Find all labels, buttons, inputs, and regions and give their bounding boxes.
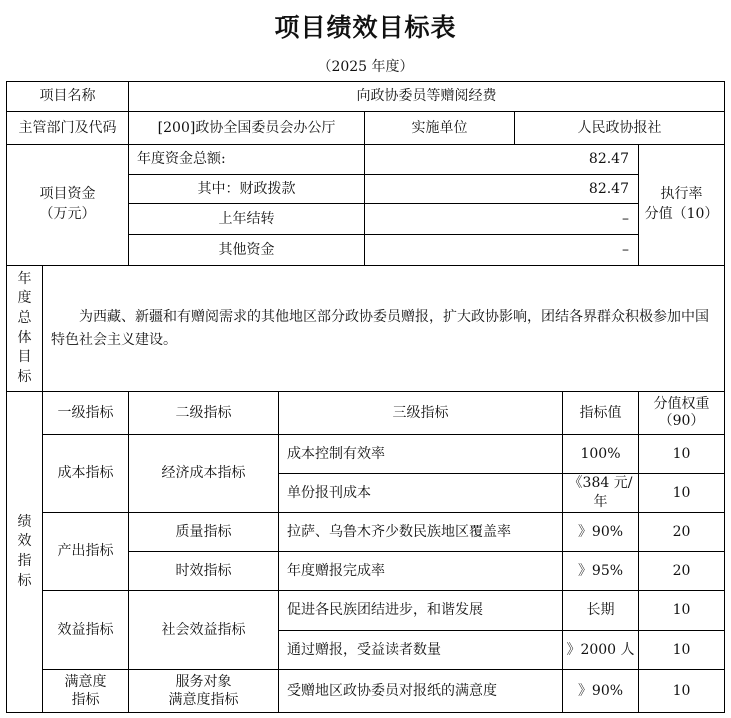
level2-service-line2: 满意度指标 (168, 692, 239, 708)
indicator-weight: 20 (638, 551, 725, 591)
level3-indicator: 成本控制有效率 (278, 434, 563, 474)
indicator-value: 》90% (562, 669, 639, 713)
indicators-label-char: 绩 (17, 513, 32, 530)
performance-indicators-label (6, 391, 43, 713)
header-level3: 三级指标 (278, 391, 563, 435)
indicator-value: 》95% (562, 551, 639, 591)
implementing-unit-label: 实施单位 (364, 111, 515, 145)
annual-total-value: 82.47 (364, 144, 639, 175)
project-name-label: 项目名称 (6, 81, 129, 112)
level1-satisfaction-line1: 满意度 (64, 673, 107, 690)
goal-label-char: 年 (17, 270, 32, 287)
execution-rate-score (638, 144, 725, 266)
indicator-weight: 10 (638, 630, 725, 670)
header-indicator-value: 指标值 (562, 391, 639, 435)
header-weight-line2: （90） (658, 413, 705, 429)
indicator-value: 》2000 人 (562, 630, 639, 670)
performance-table (6, 81, 725, 713)
indicators-label-char: 效 (17, 533, 32, 550)
level1-output: 产出指标 (42, 512, 129, 591)
level1-cost: 成本指标 (42, 434, 129, 513)
level3-indicator: 促进各民族团结进步，和谐发展 (278, 590, 563, 631)
execution-rate-line2: 分值（10） (644, 206, 719, 222)
annual-goal-text: 为西藏、新疆和有赠阅需求的其他地区部分政协委员赠报，扩大政协影响，团结各界群众积极参加中国特色社会主义建设。 (42, 265, 725, 392)
annual-goal-label (6, 265, 43, 392)
level3-indicator: 单份报刊成本 (278, 473, 563, 513)
indicator-value: 《384 元/年 (562, 473, 639, 513)
indicators-label-char: 指 (17, 553, 32, 569)
goal-label-char: 标 (17, 368, 32, 385)
carryover-label: 上年结转 (128, 203, 365, 235)
level1-satisfaction (42, 669, 129, 713)
level3-indicator: 年度赠报完成率 (278, 551, 563, 591)
indicator-weight: 10 (638, 669, 725, 713)
indicators-label-char: 标 (17, 572, 32, 589)
fiscal-appropriation-label: 其中：财政拨款 (128, 174, 365, 204)
project-funds-label-line2: （万元） (39, 206, 96, 222)
header-weight (638, 391, 725, 435)
header-weight-line1: 分值权重 (653, 395, 710, 412)
level2-service-satisfaction (128, 669, 279, 713)
fiscal-appropriation-value: 82.47 (364, 174, 639, 204)
indicator-weight: 10 (638, 473, 725, 513)
department-value: [200]政协全国委员会办公厅 (128, 111, 365, 145)
fiscal-year: （2025 年度） (317, 59, 414, 75)
indicator-value: 长期 (562, 590, 639, 631)
project-funds-label (6, 144, 129, 266)
header-level1: 一级指标 (42, 391, 129, 435)
level2-timeliness: 时效指标 (128, 551, 279, 591)
execution-rate-line1: 执行率 (660, 186, 703, 203)
page-title: 项目绩效目标表 (274, 13, 457, 42)
goal-label-char: 度 (17, 290, 32, 307)
implementing-unit-value: 人民政协报社 (514, 111, 725, 145)
goal-label-char: 目 (17, 349, 32, 366)
other-funds-label: 其他资金 (128, 234, 365, 266)
indicator-value: 100% (562, 434, 639, 474)
level3-indicator: 拉萨、乌鲁木齐少数民族地区覆盖率 (278, 512, 563, 552)
department-label: 主管部门及代码 (6, 111, 129, 145)
indicator-weight: 10 (638, 434, 725, 474)
header-level2: 二级指标 (128, 391, 279, 435)
level2-service-line1: 服务对象 (175, 673, 232, 690)
carryover-value: – (364, 203, 639, 235)
indicator-value: 》90% (562, 512, 639, 552)
indicator-weight: 20 (638, 512, 725, 552)
other-funds-value: – (364, 234, 639, 266)
level2-social-benefit: 社会效益指标 (128, 590, 279, 670)
level3-indicator: 受赠地区政协委员对报纸的满意度 (278, 669, 563, 713)
level1-satisfaction-line2: 指标 (71, 692, 100, 708)
annual-total-label: 年度资金总额: (128, 144, 365, 175)
level2-quality: 质量指标 (128, 512, 279, 552)
level2-economic-cost: 经济成本指标 (128, 434, 279, 513)
level3-indicator: 通过赠报，受益读者数量 (278, 630, 563, 670)
project-funds-label-line1: 项目资金 (39, 186, 96, 203)
goal-label-char: 体 (17, 329, 32, 346)
indicator-weight: 10 (638, 590, 725, 631)
level1-benefit: 效益指标 (42, 590, 129, 670)
goal-label-char: 总 (17, 309, 32, 326)
project-name-value: 向政协委员等赠阅经费 (128, 81, 725, 112)
